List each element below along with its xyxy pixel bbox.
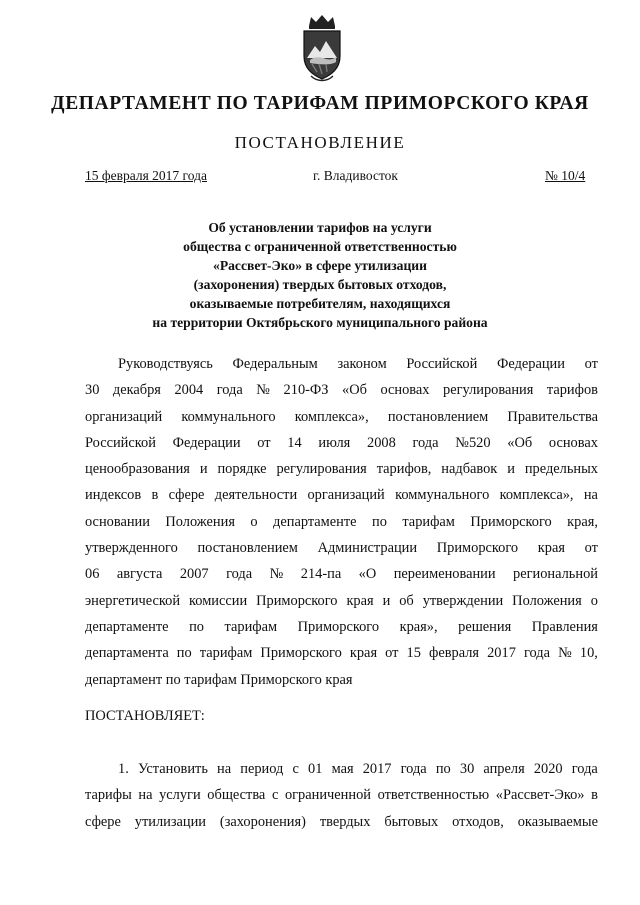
word: об <box>399 592 414 609</box>
word: услуги <box>159 787 201 804</box>
word: от <box>584 540 598 557</box>
word: деятельности <box>214 487 298 504</box>
word: 2004 <box>174 382 204 399</box>
word: о <box>590 592 598 609</box>
word: № <box>256 382 271 399</box>
word: тарифам <box>402 513 455 530</box>
word: края», <box>399 618 438 635</box>
paragraph-line <box>85 404 598 430</box>
word: Приморского <box>436 540 519 557</box>
word: края, <box>567 513 598 530</box>
subject-line: на территории Октябрьского муниципального района <box>152 315 488 330</box>
paragraph-line <box>85 351 598 377</box>
paragraph-line <box>85 782 598 808</box>
word: от <box>385 645 399 662</box>
document-city: г. Владивосток <box>313 168 398 183</box>
word: Правительства <box>507 408 598 425</box>
word: период <box>240 761 284 777</box>
word: тарифам <box>199 645 253 662</box>
word: 2017 <box>487 645 516 662</box>
word: 210-ФЗ <box>283 382 329 399</box>
document-subject <box>60 218 580 332</box>
word: декабря <box>112 382 161 399</box>
word: утвержденного <box>85 540 178 557</box>
word: 30 <box>459 761 475 777</box>
word: 214-па <box>300 566 342 583</box>
word: комплекса», <box>294 408 369 425</box>
word: в <box>591 787 598 804</box>
word: тарифы <box>85 787 132 804</box>
word: утверждении <box>422 592 504 609</box>
word: №520 <box>455 434 491 451</box>
word: в <box>151 487 159 504</box>
word: комиссии <box>189 592 248 609</box>
word: года <box>571 761 598 777</box>
word: регулирования <box>443 382 534 399</box>
word: комплекса», <box>499 487 574 504</box>
word: года <box>226 566 253 583</box>
paragraph-line: департамент по тарифам Приморского края <box>85 671 353 688</box>
word: 2007 <box>179 566 209 583</box>
word: сфере <box>168 487 205 504</box>
word: на <box>138 787 153 804</box>
word: Приморского <box>470 513 552 530</box>
word: решения <box>458 618 512 635</box>
word: мая <box>331 761 354 777</box>
word: 06 <box>85 566 100 583</box>
word: индексов <box>85 487 142 504</box>
paragraph-line <box>85 640 598 666</box>
word: с <box>271 787 279 804</box>
word: Российской <box>406 356 478 372</box>
paragraph-line <box>85 535 598 561</box>
word: департамента <box>85 645 169 662</box>
word: 01 <box>308 761 323 777</box>
word: февраля <box>429 645 480 662</box>
document-date: 15 февраля 2017 года <box>85 168 207 183</box>
word: надбавок <box>441 461 498 478</box>
word: тарифов, <box>376 461 432 478</box>
word: утилизации <box>134 813 207 830</box>
word: организаций <box>307 487 385 504</box>
word: 15 <box>406 645 421 662</box>
word: 10, <box>579 645 598 662</box>
word: законом <box>337 356 387 372</box>
word: тарифов <box>546 382 598 399</box>
paragraph-line <box>85 588 598 614</box>
paragraph-line <box>85 509 598 535</box>
word: основании <box>85 513 150 530</box>
word: с <box>292 761 299 777</box>
word: Федерации <box>497 356 565 372</box>
word: № <box>558 645 572 662</box>
word: Приморского <box>260 645 342 662</box>
subject-line: (захоронения) твердых бытовых отходов, <box>193 277 447 292</box>
word: апреля <box>483 761 525 777</box>
word: (захоронения) <box>219 813 306 830</box>
subject-line: оказываемые потребителям, находящихся <box>189 296 451 311</box>
subject-line: общества с ограниченной ответственностью <box>183 239 457 254</box>
paragraph-line <box>85 482 598 508</box>
word: на <box>583 487 598 504</box>
word: о <box>250 513 258 530</box>
word: Положения <box>165 513 235 530</box>
word: года <box>400 761 427 777</box>
word: тарифам <box>224 618 278 635</box>
word: общества <box>207 787 266 804</box>
word: департаменте <box>85 618 169 635</box>
document-type: ПОСТАНОВЛЕНИЕ <box>234 133 406 152</box>
primorsky-krai-coat-of-arms-icon <box>295 12 349 82</box>
word: по <box>372 513 387 530</box>
word: Администрации <box>317 540 418 557</box>
word: постановлением <box>387 408 489 425</box>
word: бытовых <box>384 813 439 830</box>
word: твердых <box>319 813 371 830</box>
paragraph-line <box>85 377 598 403</box>
word: региональной <box>513 566 598 583</box>
word: по <box>176 645 192 662</box>
word: энергетической <box>85 592 181 609</box>
word: Приморского <box>256 592 338 609</box>
word: Установить <box>137 761 208 777</box>
word: переименовании <box>393 566 496 583</box>
word: года <box>216 382 243 399</box>
paragraph-line <box>85 456 598 482</box>
word: края <box>537 540 565 557</box>
department-title: ДЕПАРТАМЕНТ ПО ТАРИФАМ ПРИМОРСКОГО КРАЯ <box>51 93 589 114</box>
word: основах <box>380 382 430 399</box>
word: коммунального <box>181 408 276 425</box>
paragraph-line <box>85 756 598 782</box>
word: края <box>349 645 378 662</box>
word: от <box>584 356 598 372</box>
word: Федерации <box>172 434 241 451</box>
word: Федеральным <box>232 356 318 372</box>
word: Приморского <box>297 618 380 635</box>
word: по <box>435 761 451 777</box>
word: «Рассвет-Эко» <box>495 787 585 804</box>
word: «Об <box>342 382 367 399</box>
word: ответственностью <box>377 787 490 804</box>
word: августа <box>116 566 163 583</box>
word: Руководствуясь <box>118 356 213 372</box>
word: регулирования <box>276 461 367 478</box>
word: «О <box>358 566 377 583</box>
word: на <box>217 761 232 777</box>
subject-line: Об установлении тарифов на услуги <box>208 220 432 235</box>
document-number: № 10/4 <box>545 168 586 183</box>
paragraph-line <box>85 561 598 587</box>
preamble-paragraph <box>85 351 598 693</box>
word: июля <box>318 434 351 451</box>
word: коммунального <box>395 487 490 504</box>
word: предельных <box>524 461 598 478</box>
word: департаменте <box>273 513 357 530</box>
word: отходов, <box>452 813 504 830</box>
paragraph-line <box>85 430 598 456</box>
word: года <box>412 434 439 451</box>
word: 1. <box>118 761 129 777</box>
item-1-paragraph <box>85 756 598 835</box>
word: 14 <box>287 434 302 451</box>
word: года <box>523 645 551 662</box>
word: организаций <box>85 408 163 425</box>
word: ценообразования <box>85 461 190 478</box>
word: основах <box>548 434 598 451</box>
resolve-heading: ПОСТАНОВЛЯЕТ: <box>85 708 205 724</box>
paragraph-line <box>85 809 598 835</box>
word: и <box>507 461 515 478</box>
word: 2020 <box>533 761 563 777</box>
word: края <box>346 592 374 609</box>
word: Правления <box>531 618 598 635</box>
paragraph-line <box>85 614 598 640</box>
word: 30 <box>85 382 100 399</box>
word: сфере <box>85 813 121 830</box>
word: Положения <box>512 592 582 609</box>
word: 2008 <box>367 434 396 451</box>
word: оказываемые <box>517 813 598 830</box>
subject-line: «Рассвет-Эко» в сфере утилизации <box>213 258 427 273</box>
word: от <box>257 434 271 451</box>
word: и <box>382 592 391 609</box>
word: ограниченной <box>284 787 371 804</box>
word: и <box>199 461 208 478</box>
word: «Об <box>507 434 533 451</box>
word: постановлением <box>197 540 298 557</box>
word: по <box>189 618 204 635</box>
word: № <box>269 566 284 583</box>
word: 2017 <box>362 761 392 777</box>
word: Российской <box>85 434 156 451</box>
word: порядке <box>217 461 267 478</box>
